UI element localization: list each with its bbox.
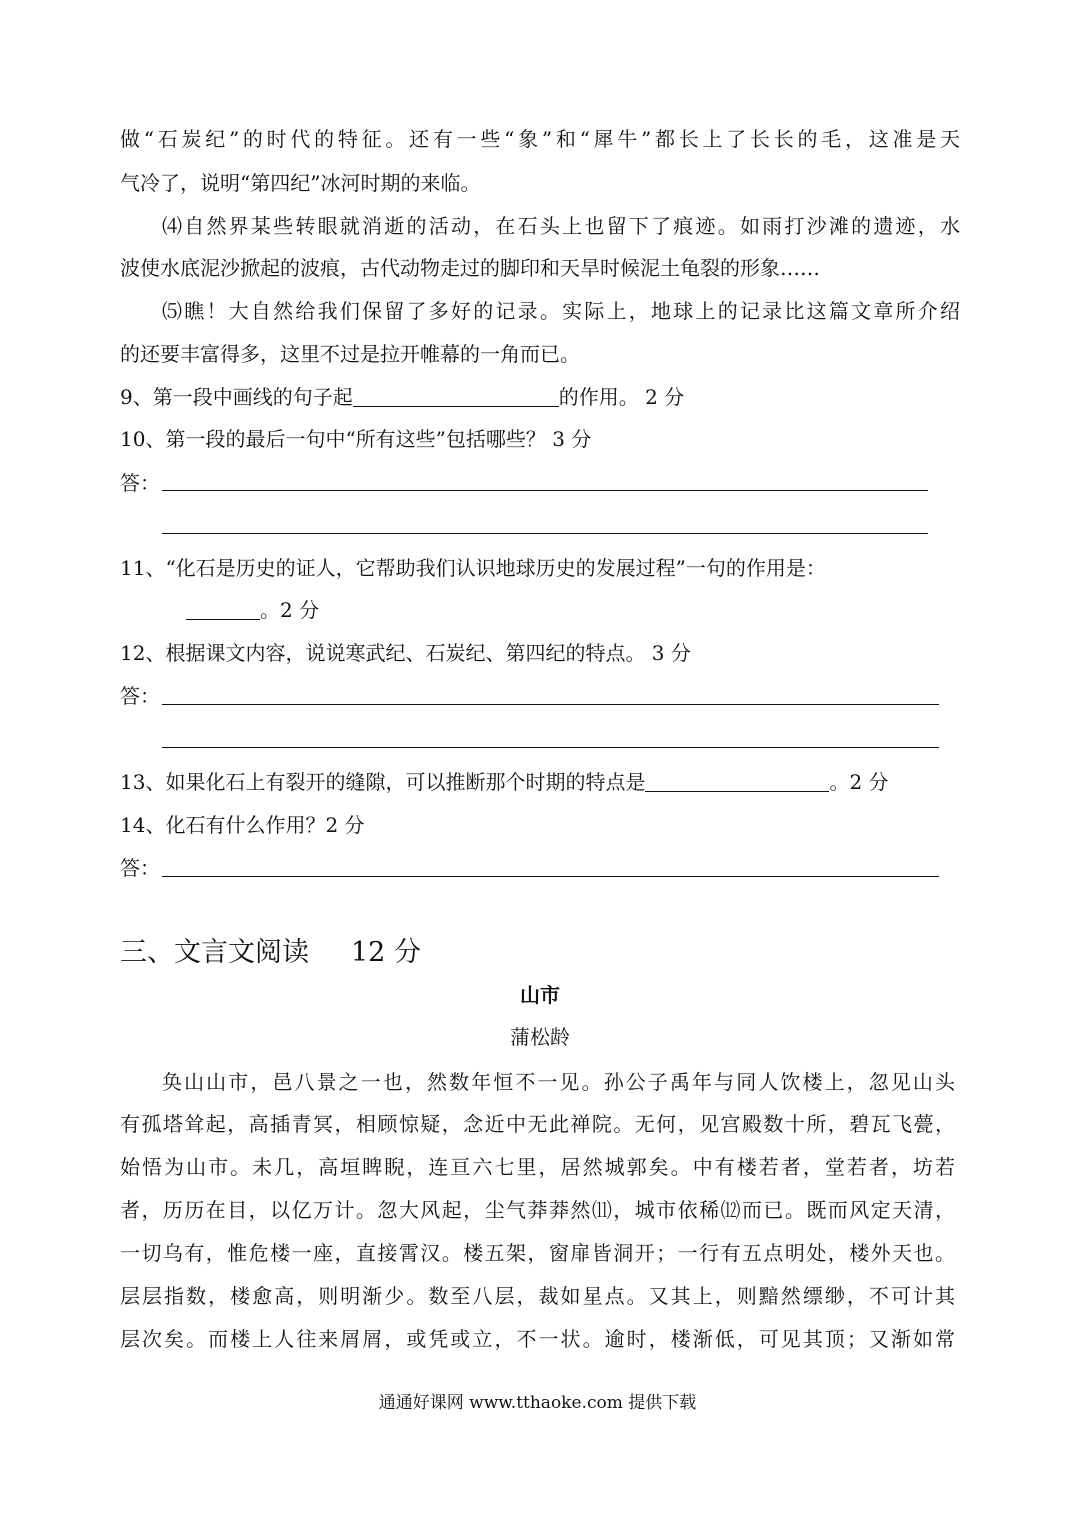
passage-line: 气冷了，说明“第四纪”冰河时期的来临。	[120, 171, 481, 195]
passage-paragraph-5-line: ⑸瞧！大自然给我们保留了多好的记录。实际上，地球上的记录比这篇文章所介绍	[162, 299, 960, 323]
question-9-text: 9、第一段中画线的句子起	[120, 385, 353, 409]
classical-text-line: 者，历历在目，以亿万计。忽大风起，尘气莽莽然⑾，城市依稀⑿而已。既而风定天清，	[120, 1198, 955, 1222]
section-heading	[120, 936, 421, 970]
answer-line[interactable]	[162, 704, 939, 705]
question-10: 10、第一段的最后一句中“所有这些”包括哪些？ 3 分	[120, 427, 592, 451]
section-heading-text: 三、文言文阅读	[120, 937, 309, 968]
classical-text-line: 层层指数，楼愈高，则明渐少。数至八层，裁如星点。又其上，则黯然缥缈，不可计其	[120, 1284, 955, 1308]
passage-paragraph-4-line: 波使水底泥沙掀起的波痕，古代动物走过的脚印和天旱时候泥土龟裂的形象……	[120, 256, 820, 280]
question-12: 12、根据课文内容，说说寒武纪、石炭纪、第四纪的特点。 3 分	[120, 641, 691, 665]
classical-text-line: 有孤塔耸起，高插青冥，相顾惊疑，念近中无此禅院。无何，见宫殿数十所，碧瓦飞甍，	[120, 1112, 955, 1136]
question-9	[120, 385, 960, 409]
answer-line[interactable]	[162, 490, 928, 491]
answer-line[interactable]	[162, 876, 939, 877]
section-score: 12 分	[351, 937, 421, 968]
classical-text-line: 层次矣。而楼上人往来屑屑，或凭或立，不一状。逾时，楼渐低，可见其顶；又渐如常	[120, 1327, 955, 1351]
page-footer: 通通好课网 www.tthaoke.com 提供下载	[378, 1393, 697, 1413]
passage-paragraph-5-line: 的还要丰富得多，这里不过是拉开帷幕的一角而已。	[120, 342, 580, 366]
question-13-tail: 。2 分	[829, 770, 889, 794]
answer-label: 答：	[120, 684, 160, 708]
question-11-tail: 。2 分	[260, 598, 320, 622]
question-14: 14、化石有什么作用？2 分	[120, 813, 365, 837]
answer-label: 答：	[120, 471, 160, 495]
answer-label: 答：	[120, 856, 160, 880]
classical-text-line: 始悟为山市。未几，高垣睥睨，连亘六七里，居然城郭矣。中有楼若者，堂若者，坊若	[120, 1155, 955, 1179]
question-13-blank[interactable]	[645, 771, 829, 792]
question-11-blank[interactable]	[186, 599, 260, 620]
answer-line[interactable]	[162, 533, 928, 534]
question-9-tail: 的作用。 2 分	[558, 385, 685, 409]
question-11: 11、“化石是历史的证人，它帮助我们认识地球历史的发展过程”一句的作用是：	[120, 556, 826, 580]
passage-line: 做“石炭纪”的时代的特征。还有一些“象”和“犀牛”都长上了长长的毛，这准是天	[120, 127, 960, 151]
question-11-answer	[186, 598, 486, 622]
poem-author: 蒲松龄	[510, 1025, 570, 1049]
classical-text-line: 奂山山市，邑八景之一也，然数年恒不一见。孙公子禹年与同人饮楼上，忽见山头	[162, 1070, 955, 1094]
answer-line[interactable]	[162, 747, 939, 748]
poem-title: 山市	[520, 983, 560, 1007]
question-13	[120, 770, 960, 794]
passage-paragraph-4-line: ⑷自然界某些转眼就消逝的活动，在石头上也留下了痕迹。如雨打沙滩的遗迹，水	[162, 214, 960, 238]
classical-text-line: 一切乌有，惟危楼一座，直接霄汉。楼五架，窗扉皆洞开；一行有五点明处，楼外天也。	[120, 1241, 955, 1265]
question-13-text: 13、如果化石上有裂开的缝隙，可以推断那个时期的特点是	[120, 770, 646, 794]
question-9-blank[interactable]	[353, 386, 559, 407]
